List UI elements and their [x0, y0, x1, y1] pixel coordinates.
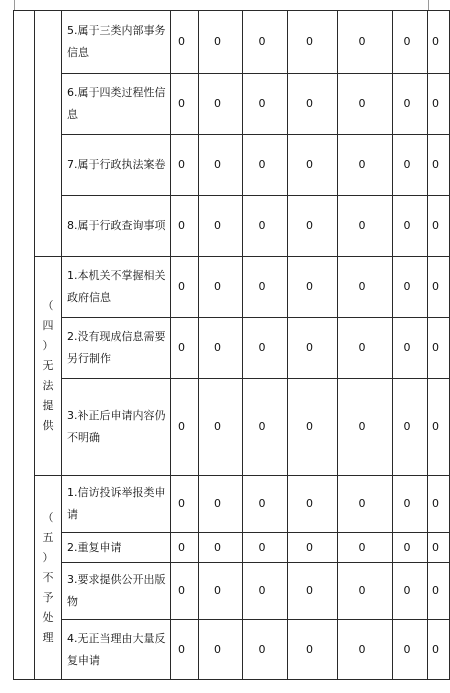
value-cell-6: 0	[393, 74, 428, 135]
table-row	[14, 257, 450, 318]
value-cell-5: 0	[338, 318, 393, 379]
section-4-char: 法	[42, 379, 54, 392]
value-cell-1: 0	[171, 620, 199, 680]
value-cell-1: 0	[171, 74, 199, 135]
section-5-char: 理	[42, 630, 54, 644]
row-label: 2.没有现成信息需要另行制作	[62, 318, 171, 379]
value-cell-4: 0	[288, 379, 338, 476]
value-cell-5: 0	[338, 196, 393, 257]
value-cell-7: 0	[428, 135, 450, 196]
value-cell-1: 0	[171, 11, 199, 74]
value-cell-7: 0	[428, 257, 450, 318]
value-cell-4: 0	[288, 135, 338, 196]
value-cell-3: 0	[243, 379, 288, 476]
section-4-char: 四	[42, 319, 54, 332]
row-label: 3.补正后申请内容仍不明确	[62, 379, 171, 476]
section-4-char: （	[42, 299, 54, 312]
value-cell-1: 0	[171, 476, 199, 533]
value-cell-7: 0	[428, 563, 450, 620]
value-cell-1: 0	[171, 533, 199, 563]
value-cell-4: 0	[288, 533, 338, 563]
value-cell-7: 0	[428, 620, 450, 680]
value-cell-7: 0	[428, 533, 450, 563]
table-row	[14, 563, 450, 620]
value-cell-5: 0	[338, 563, 393, 620]
value-cell-2: 0	[199, 257, 243, 318]
value-cell-2: 0	[199, 74, 243, 135]
value-cell-1: 0	[171, 318, 199, 379]
table-row	[14, 74, 450, 135]
value-cell-1: 0	[171, 379, 199, 476]
section-5-char: 予	[42, 590, 54, 604]
value-cell-1: 0	[171, 135, 199, 196]
section-5-char: （	[42, 510, 54, 524]
table-body	[14, 11, 450, 680]
row-label: 1.本机关不掌握相关政府信息	[62, 257, 171, 318]
row-label: 2.重复申请	[62, 533, 171, 563]
row-label: 5.属于三类内部事务信息	[62, 11, 171, 74]
value-cell-1: 0	[171, 257, 199, 318]
value-cell-7: 0	[428, 11, 450, 74]
value-cell-5: 0	[338, 74, 393, 135]
row-label: 3.要求提供公开出版物	[62, 563, 171, 620]
table-row	[14, 196, 450, 257]
page-corner-mark-right	[428, 0, 429, 10]
section-4-label	[35, 296, 61, 436]
value-cell-7: 0	[428, 379, 450, 476]
value-cell-2: 0	[199, 533, 243, 563]
value-cell-5: 0	[338, 11, 393, 74]
value-cell-5: 0	[338, 379, 393, 476]
section-5-char: 五	[42, 530, 54, 544]
value-cell-6: 0	[393, 563, 428, 620]
section-5-label	[35, 508, 61, 648]
value-cell-5: 0	[338, 476, 393, 533]
value-cell-4: 0	[288, 257, 338, 318]
value-cell-2: 0	[199, 135, 243, 196]
value-cell-3: 0	[243, 318, 288, 379]
value-cell-3: 0	[243, 620, 288, 680]
section-5-char: ）	[42, 550, 54, 564]
value-cell-6: 0	[393, 620, 428, 680]
section-4-char: ）	[42, 339, 54, 352]
value-cell-5: 0	[338, 257, 393, 318]
section-5-char: 不	[42, 570, 54, 584]
value-cell-7: 0	[428, 196, 450, 257]
value-cell-3: 0	[243, 135, 288, 196]
table-row	[14, 135, 450, 196]
value-cell-4: 0	[288, 563, 338, 620]
value-cell-1: 0	[171, 196, 199, 257]
value-cell-1: 0	[171, 563, 199, 620]
value-cell-6: 0	[393, 11, 428, 74]
value-cell-6: 0	[393, 533, 428, 563]
value-cell-4: 0	[288, 74, 338, 135]
value-cell-3: 0	[243, 533, 288, 563]
value-cell-2: 0	[199, 563, 243, 620]
section-4-char: 无	[42, 359, 54, 372]
value-cell-3: 0	[243, 563, 288, 620]
value-cell-6: 0	[393, 257, 428, 318]
value-cell-7: 0	[428, 74, 450, 135]
value-cell-2: 0	[199, 318, 243, 379]
table-row	[14, 11, 450, 74]
section-4-cell	[35, 257, 62, 476]
disclosure-statistics-table	[13, 10, 450, 680]
table-row	[14, 318, 450, 379]
value-cell-6: 0	[393, 476, 428, 533]
value-cell-3: 0	[243, 11, 288, 74]
value-cell-3: 0	[243, 196, 288, 257]
value-cell-4: 0	[288, 196, 338, 257]
value-cell-5: 0	[338, 135, 393, 196]
value-cell-6: 0	[393, 196, 428, 257]
row-label: 8.属于行政查询事项	[62, 196, 171, 257]
value-cell-5: 0	[338, 620, 393, 680]
value-cell-6: 0	[393, 318, 428, 379]
row-label: 6.属于四类过程性信息	[62, 74, 171, 135]
table-row	[14, 620, 450, 680]
value-cell-4: 0	[288, 620, 338, 680]
value-cell-2: 0	[199, 196, 243, 257]
section-5-cell	[35, 476, 62, 680]
value-cell-4: 0	[288, 318, 338, 379]
table-row	[14, 379, 450, 476]
value-cell-4: 0	[288, 476, 338, 533]
page-corner-mark-left	[14, 0, 15, 10]
row-label: 4.无正当理由大量反复申请	[62, 620, 171, 680]
value-cell-6: 0	[393, 379, 428, 476]
value-cell-3: 0	[243, 257, 288, 318]
table-row	[14, 533, 450, 563]
section-5-char: 处	[42, 610, 54, 624]
row-label: 7.属于行政执法案卷	[62, 135, 171, 196]
value-cell-7: 0	[428, 318, 450, 379]
value-cell-3: 0	[243, 74, 288, 135]
value-cell-2: 0	[199, 620, 243, 680]
section-continuation-cell	[35, 11, 62, 257]
value-cell-6: 0	[393, 135, 428, 196]
value-cell-2: 0	[199, 11, 243, 74]
value-cell-2: 0	[199, 379, 243, 476]
value-cell-4: 0	[288, 11, 338, 74]
value-cell-5: 0	[338, 533, 393, 563]
value-cell-3: 0	[243, 476, 288, 533]
section-4-char: 供	[42, 419, 54, 432]
outer-category-cell	[14, 11, 35, 680]
row-label: 1.信访投诉举报类申请	[62, 476, 171, 533]
value-cell-7: 0	[428, 476, 450, 533]
table-row	[14, 476, 450, 533]
section-4-char: 提	[42, 399, 54, 412]
value-cell-2: 0	[199, 476, 243, 533]
